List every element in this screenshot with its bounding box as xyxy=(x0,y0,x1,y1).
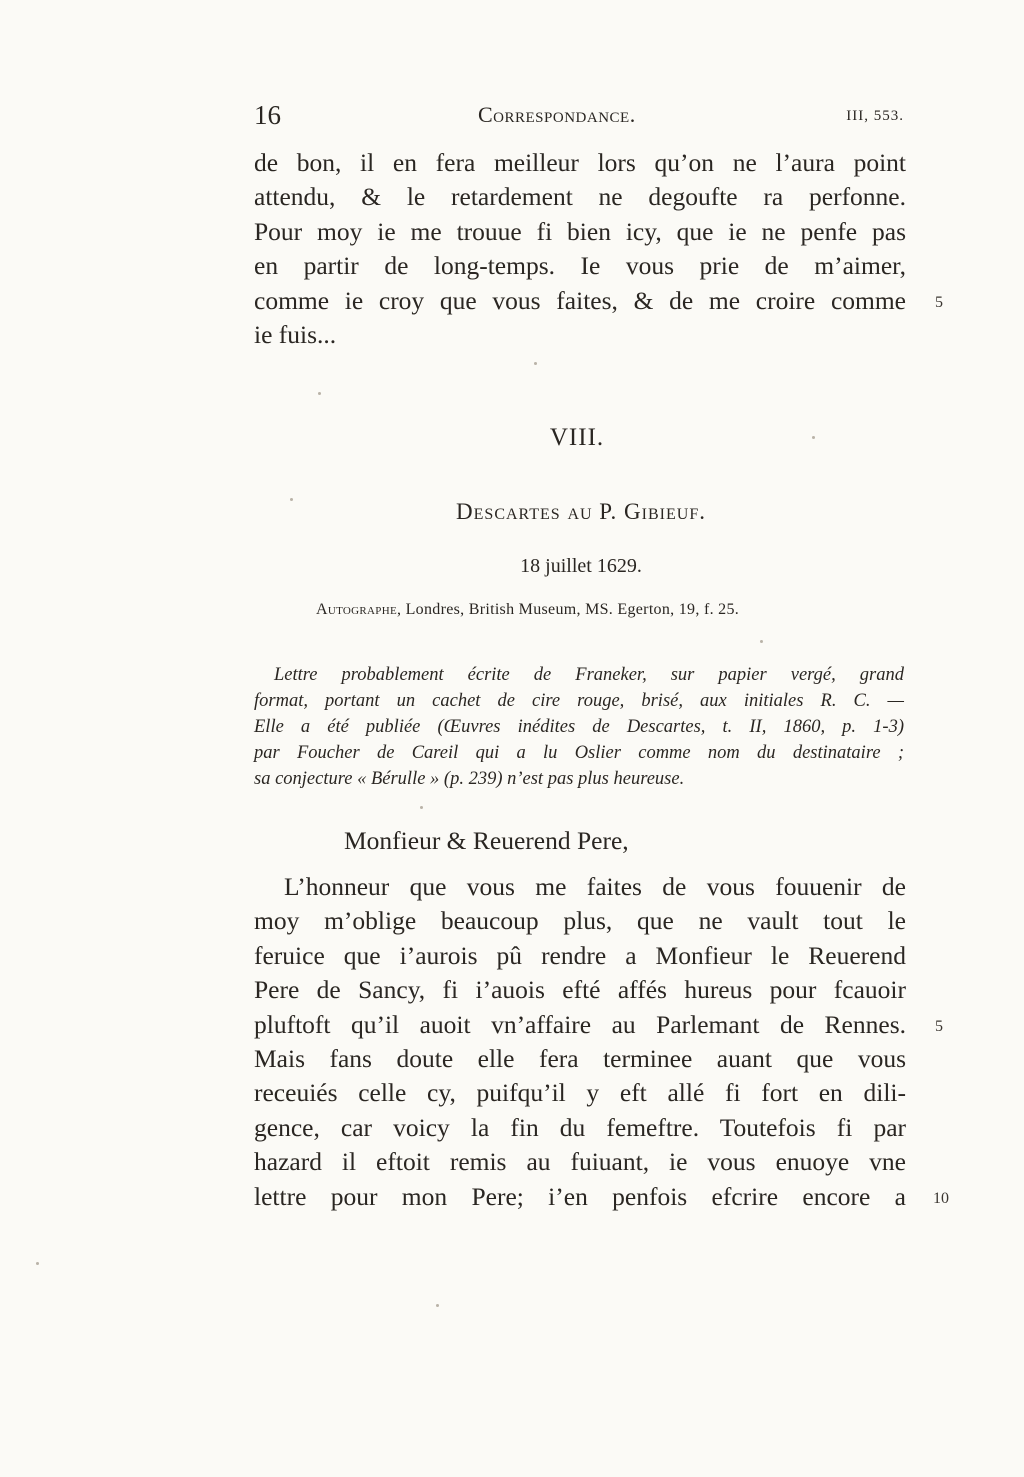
note-line: Lettre probablement écrite de Franeker, sur papier vergé, grand xyxy=(274,665,904,685)
note-line: sa conjecture « Bérulle » (p. 239) n’est pas plus heureuse. xyxy=(254,769,685,789)
line-number: 5 xyxy=(935,1018,943,1035)
text-line: en partir de long-temps. Ie vous prie de m’aimer, xyxy=(254,251,906,281)
page-number: 16 xyxy=(254,100,281,130)
text-line: lettre pour mon Pere; i’en penfois efcrire encore a xyxy=(254,1181,906,1211)
text-line: comme ie croy que vous faites, & de me croire comme xyxy=(254,285,906,315)
note-line: Elle a été publiée (Œuvres inédites de Descartes, t. II, 1860, p. 1-3) xyxy=(254,717,904,737)
letter-date: 18 juillet 1629. xyxy=(520,555,642,577)
text-line: ie fuis... xyxy=(254,319,337,349)
running-title: Correspondance. xyxy=(478,102,636,127)
paper-speck xyxy=(760,640,763,643)
section-number: VIII. xyxy=(549,424,605,451)
source-citation xyxy=(316,601,739,619)
letter-title: Descartes au P. Gibieuf. xyxy=(456,499,706,524)
text-line: gence, car voicy la fin du femeftre. Toutefois fi par xyxy=(254,1112,906,1142)
volume-reference: III, 553. xyxy=(846,108,904,124)
note-line: format, portant un cachet de cire rouge, brisé, aux initiales R. C. — xyxy=(254,691,904,711)
text-line: moy m’oblige beaucoup plus, que ne vault tout le xyxy=(254,906,906,936)
text-line: de bon, il en fera meilleur lors qu’on ne l’aura point xyxy=(254,148,906,177)
paper-speck xyxy=(36,1262,39,1265)
text-line: Pour moy ie me trouue fi bien icy, que ie ne penfe pas xyxy=(254,216,906,246)
text-line: feruice que i’aurois pû rendre a Monfieur le Reuerend xyxy=(254,940,906,970)
source-label: Autographe, xyxy=(316,601,402,618)
text-line: receuiés celle cy, puifqu’il y eft allé fi fort en dili- xyxy=(254,1078,906,1108)
running-head xyxy=(254,100,904,132)
paper-speck xyxy=(290,498,293,501)
salutation: Monfieur & Reuerend Pere, xyxy=(344,826,629,855)
note-line: par Foucher de Careil qui a lu Oslier comme nom du destinataire ; xyxy=(254,743,904,763)
text-line: attendu, & le retardement ne degoufte ra perfonne. xyxy=(254,182,906,212)
text-line: Mais fans doute elle fera terminee auant que vous xyxy=(254,1043,906,1073)
source-text: Londres, British Museum, MS. Egerton, 19, f. 25. xyxy=(405,601,740,618)
continuation-paragraph xyxy=(254,146,906,352)
text-line: L’honneur que vous me faites de vous fouuenir de xyxy=(284,872,906,901)
text-line: pluftoft qu’il auoit vn’affaire au Parlemant de Rennes. xyxy=(254,1009,906,1039)
letter-body xyxy=(254,870,906,1214)
editorial-note xyxy=(254,662,904,792)
line-number: 10 xyxy=(933,1190,949,1207)
paper-speck xyxy=(534,362,537,365)
text-line: hazard il eftoit remis au fuiuant, ie vous enuoye vne xyxy=(254,1147,906,1177)
line-number: 5 xyxy=(935,294,943,311)
paper-speck xyxy=(420,806,423,809)
paper-speck xyxy=(436,1304,439,1307)
text-line: Pere de Sancy, fi i’auois efté affés hureus pour fcauoir xyxy=(254,975,906,1005)
paper-speck xyxy=(318,392,321,395)
paper-speck xyxy=(812,436,815,439)
